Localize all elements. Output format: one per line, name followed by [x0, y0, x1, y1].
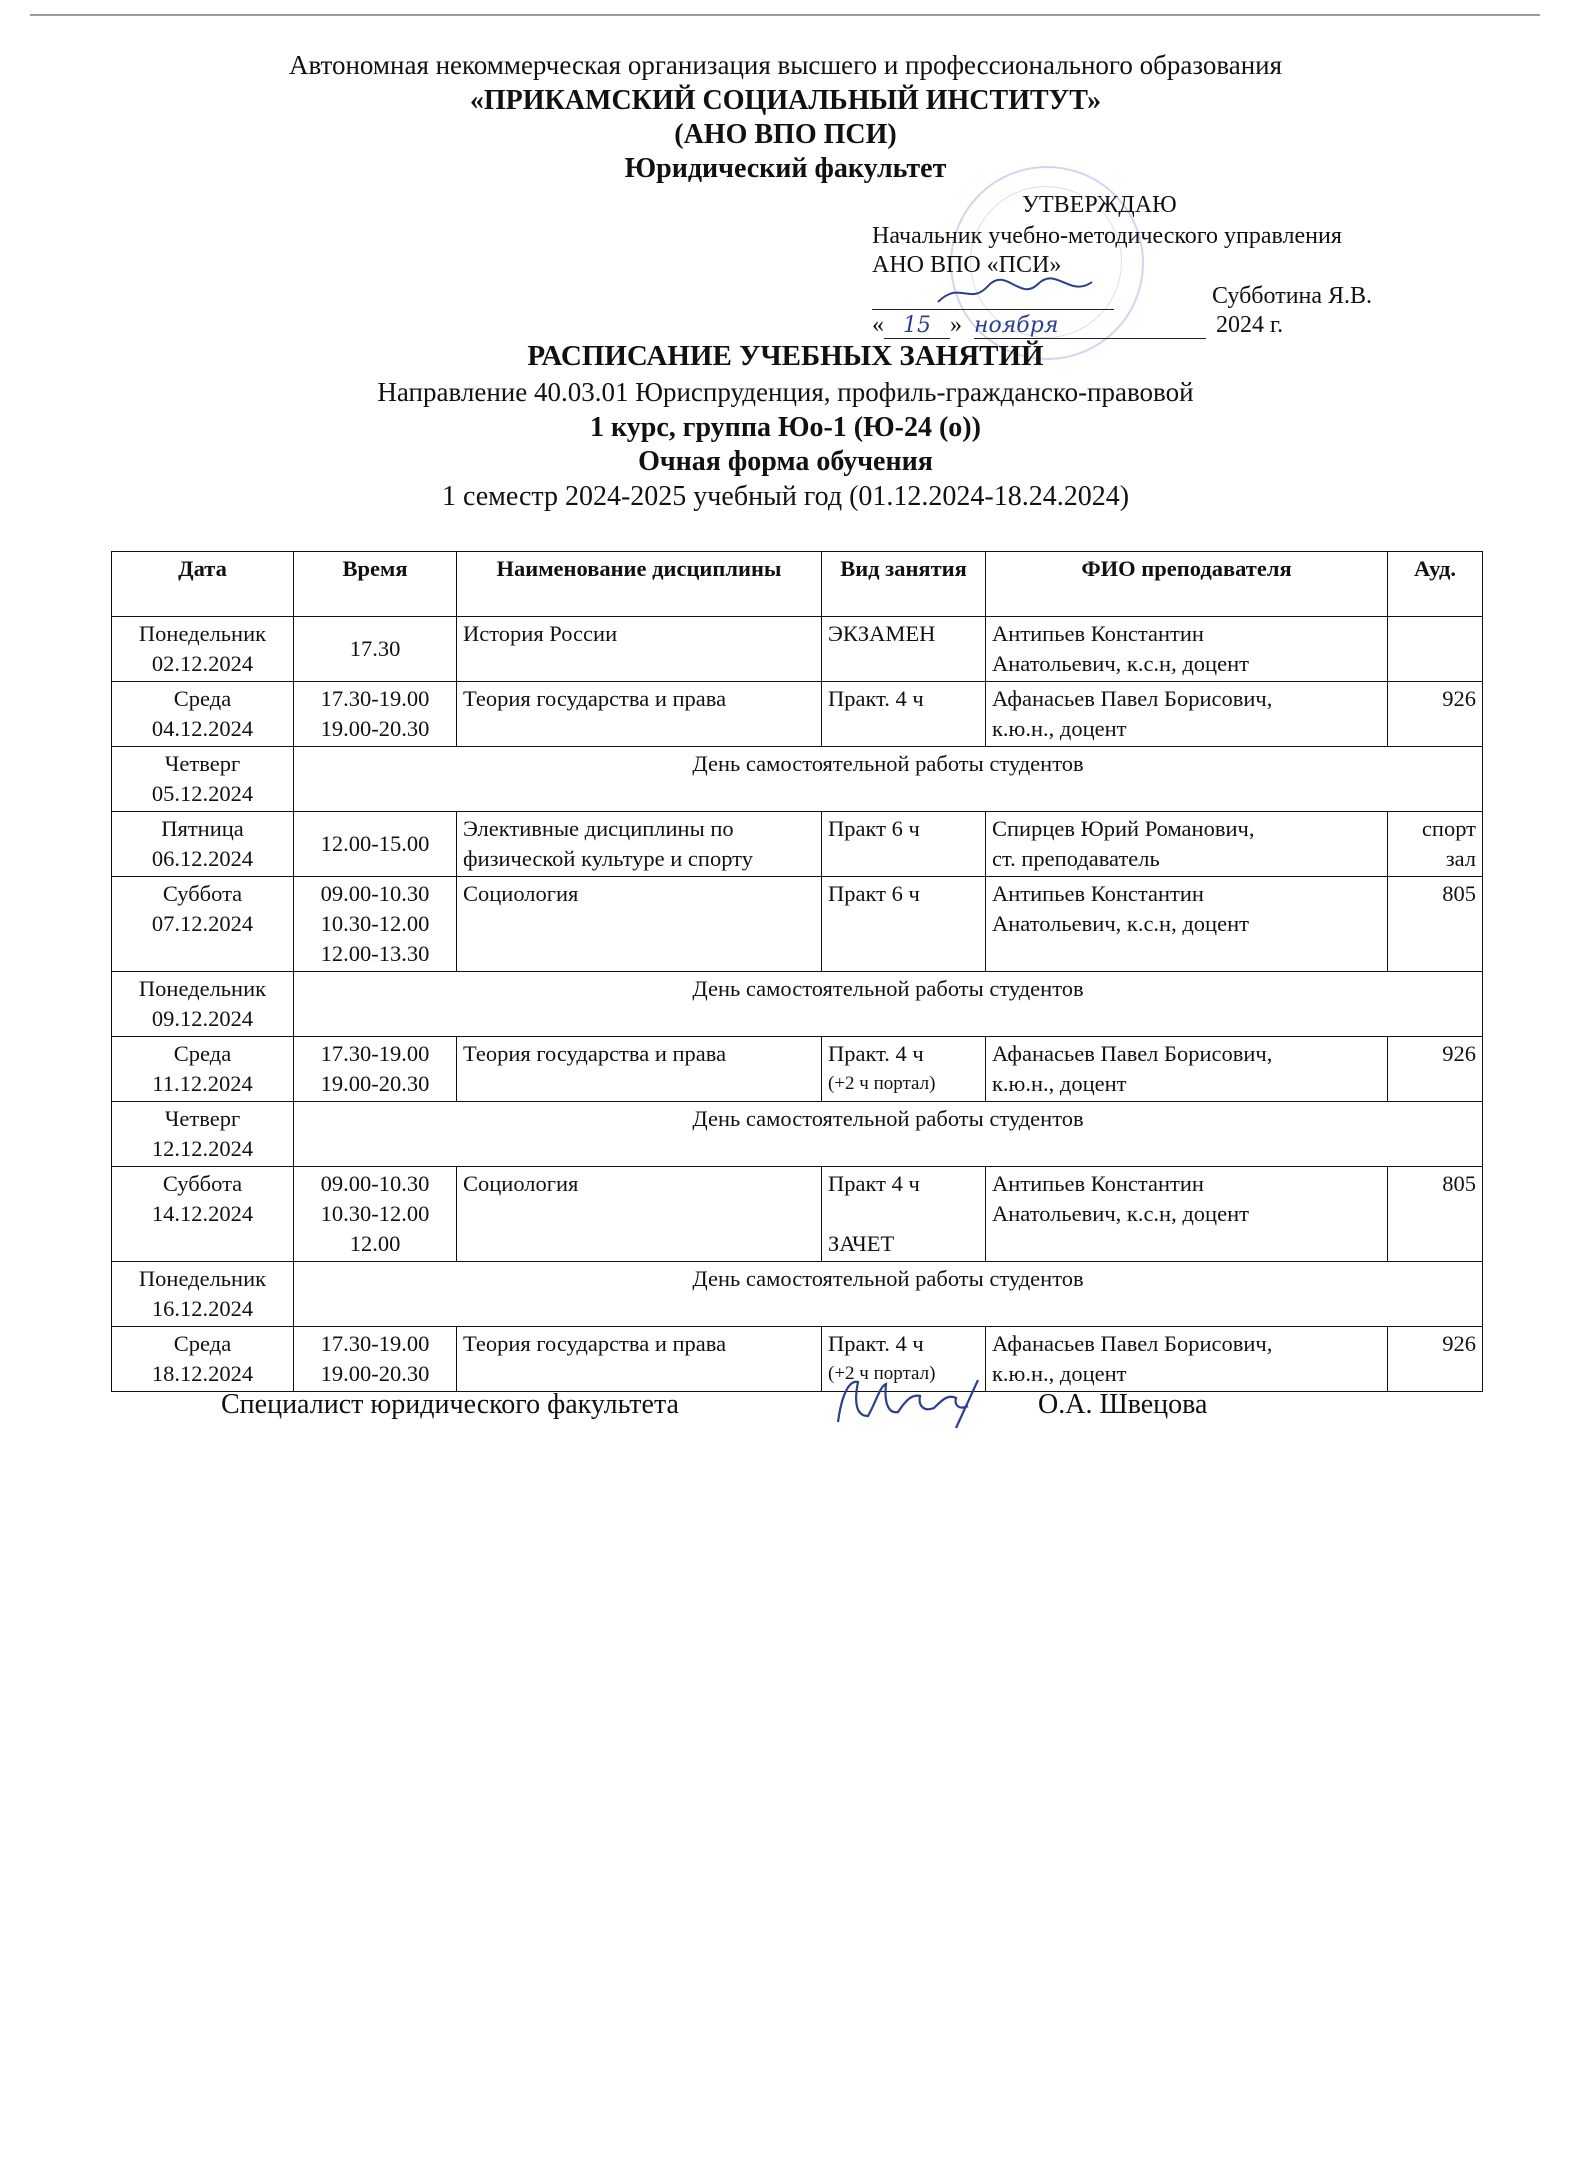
table-row: [112, 812, 1483, 877]
lesson-type: Практ 4 ч: [828, 1171, 920, 1196]
teacher-line: Афанасьев Павел Борисович,: [992, 1041, 1273, 1066]
quote-open: «: [872, 312, 884, 338]
cell-room: [1388, 1167, 1483, 1262]
row-date: 18.12.2024: [151, 1361, 254, 1386]
row-day: Среда: [173, 1331, 232, 1356]
table-row: [112, 877, 1483, 972]
table-row: [112, 617, 1483, 682]
cell-teacher: [986, 877, 1388, 972]
time-slot: 09.00-10.30: [320, 881, 430, 906]
cell-room: [1388, 812, 1483, 877]
cell-time: [294, 877, 457, 972]
teacher-line: к.ю.н., доцент: [992, 1071, 1127, 1096]
cell-subject: Социология: [457, 877, 822, 972]
time-slot: 17.30-19.00: [320, 686, 430, 711]
scan-edge-line: [30, 14, 1540, 16]
approval-day: 15: [884, 313, 950, 339]
cell-date: [112, 1037, 294, 1102]
time-slot: 12.00-15.00: [320, 831, 430, 856]
row-day: Пятница: [161, 816, 244, 841]
lesson-type: Практ. 4 ч: [828, 686, 924, 711]
row-date: 02.12.2024: [151, 651, 254, 676]
self-study-note: День самостоятельной работы студентов: [294, 972, 1483, 1037]
col-header-type: Вид занятия: [822, 552, 986, 617]
quote-close: »: [950, 312, 962, 338]
cell-room: [1388, 877, 1483, 972]
teacher-line: Антипьев Константин: [992, 1171, 1204, 1196]
footer-signature: [828, 1372, 998, 1432]
cell-date: [112, 812, 294, 877]
cell-teacher: [986, 1037, 1388, 1102]
faculty-name: Юридический факультет: [624, 153, 947, 184]
institute-name: «ПРИКАМСКИЙ СОЦИАЛЬНЫЙ ИНСТИТУТ»: [469, 85, 1102, 116]
row-date: 07.12.2024: [151, 911, 254, 936]
col-header-teacher: ФИО преподавателя: [986, 552, 1388, 617]
row-day: Суббота: [162, 1171, 243, 1196]
approval-position-line1: Начальник учебно-методического управления: [872, 223, 1342, 249]
table-row: [112, 1167, 1483, 1262]
room-value: 926: [1442, 686, 1476, 711]
teacher-line: Спирцев Юрий Романович,: [992, 816, 1255, 841]
time-slot: 10.30-12.00: [320, 1201, 430, 1226]
lesson-type: Практ. 4 ч: [828, 1331, 924, 1356]
approval-date: [872, 312, 1283, 339]
footer-name: О.А. Швецова: [1038, 1389, 1208, 1420]
approval-signature: [930, 272, 1100, 312]
lesson-type: Практ. 4 ч: [828, 1041, 924, 1066]
teacher-line: Афанасьев Павел Борисович,: [992, 686, 1273, 711]
cell-time: [294, 1327, 457, 1392]
cell-date: [112, 972, 294, 1037]
row-date: 05.12.2024: [151, 781, 254, 806]
self-study-note: День самостоятельной работы студентов: [294, 747, 1483, 812]
schedule-direction: Направление 40.03.01 Юриспруденция, профиль-гражданско-правовой: [377, 377, 1194, 407]
cell-teacher: [986, 682, 1388, 747]
table-row: [112, 1327, 1483, 1392]
cell-room: [1388, 1327, 1483, 1392]
lesson-type-note: (+2 ч портал): [828, 1363, 936, 1384]
cell-teacher: [986, 1327, 1388, 1392]
teacher-line: Антипьев Константин: [992, 881, 1204, 906]
cell-room: [1388, 617, 1483, 682]
row-day: Понедельник: [138, 1266, 267, 1291]
schedule-group: 1 курс, группа Юо-1 (Ю-24 (о)): [590, 412, 981, 443]
cell-time: [294, 1167, 457, 1262]
row-date: 12.12.2024: [151, 1136, 254, 1161]
room-value: 805: [1442, 1171, 1476, 1196]
teacher-line: к.ю.н., доцент: [992, 1361, 1127, 1386]
row-day: Суббота: [162, 881, 243, 906]
cell-subject: Социология: [457, 1167, 822, 1262]
cell-type: [822, 1167, 986, 1262]
schedule-title: РАСПИСАНИЕ УЧЕБНЫХ ЗАНЯТИЙ: [527, 340, 1044, 372]
subject-line: физической культуре и спорту: [463, 846, 753, 871]
cell-date: [112, 1167, 294, 1262]
teacher-line: Антипьев Константин: [992, 621, 1204, 646]
cell-type: [822, 812, 986, 877]
room-value: 926: [1442, 1041, 1476, 1066]
cell-date: [112, 1327, 294, 1392]
room-value: спорт: [1421, 816, 1476, 841]
cell-room: [1388, 1037, 1483, 1102]
col-header-room: Ауд.: [1388, 552, 1483, 617]
cell-time: [294, 812, 457, 877]
cell-date: [112, 1262, 294, 1327]
row-day: Среда: [173, 686, 232, 711]
time-slot: 12.00-13.30: [320, 941, 430, 966]
teacher-line: к.ю.н., доцент: [992, 716, 1127, 741]
cell-date: [112, 877, 294, 972]
teacher-line: Анатольевич, к.с.н, доцент: [992, 1201, 1249, 1226]
cell-time: [294, 682, 457, 747]
self-study-note: День самостоятельной работы студентов: [294, 1102, 1483, 1167]
row-date: 06.12.2024: [151, 846, 254, 871]
cell-subject: История России: [457, 617, 822, 682]
approval-title: УТВЕРЖДАЮ: [1022, 192, 1177, 218]
col-header-time: Время: [294, 552, 457, 617]
cell-subject: Теория государства и права: [457, 682, 822, 747]
approval-month: ноября: [974, 313, 1206, 339]
schedule-table: [111, 551, 1483, 1392]
cell-date: [112, 747, 294, 812]
row-day: Среда: [173, 1041, 232, 1066]
cell-subject: Теория государства и права: [457, 1037, 822, 1102]
footer-role: Специалист юридического факультета: [221, 1389, 679, 1420]
row-date: 16.12.2024: [151, 1296, 254, 1321]
schedule-form: Очная форма обучения: [638, 446, 933, 477]
approval-signature-line: [872, 309, 1114, 310]
time-slot: 17.30: [349, 636, 401, 661]
time-slot: 10.30-12.00: [320, 911, 430, 936]
teacher-line: Анатольевич, к.с.н, доцент: [992, 911, 1249, 936]
cell-subject: [457, 812, 822, 877]
lesson-type: Практ 6 ч: [828, 881, 920, 906]
cell-time: [294, 1037, 457, 1102]
institute-abbr: (АНО ВПО ПСИ): [674, 119, 897, 150]
cell-type: [822, 1037, 986, 1102]
cell-type: [822, 617, 986, 682]
col-header-subject: Наименование дисциплины: [457, 552, 822, 617]
time-slot: 17.30-19.00: [320, 1041, 430, 1066]
table-row-self-study: [112, 972, 1483, 1037]
self-study-note: День самостоятельной работы студентов: [294, 1262, 1483, 1327]
table-row-self-study: [112, 1102, 1483, 1167]
room-value: 805: [1442, 881, 1476, 906]
approval-name: Субботина Я.В.: [1212, 283, 1373, 309]
cell-type: [822, 877, 986, 972]
row-day: Четверг: [164, 751, 241, 776]
col-header-date: Дата: [112, 552, 294, 617]
cell-room: [1388, 682, 1483, 747]
lesson-type: ЗАЧЕТ: [828, 1231, 895, 1256]
approval-position-line2: АНО ВПО «ПСИ»: [872, 252, 1062, 278]
room-value: 926: [1442, 1331, 1476, 1356]
row-day: Четверг: [164, 1106, 241, 1131]
row-date: 04.12.2024: [151, 716, 254, 741]
table-row: [112, 682, 1483, 747]
time-slot: 19.00-20.30: [320, 1071, 430, 1096]
time-slot: 19.00-20.30: [320, 716, 430, 741]
room-value: зал: [1445, 846, 1476, 871]
teacher-line: ст. преподаватель: [992, 846, 1160, 871]
lesson-type-note: (+2 ч портал): [828, 1073, 936, 1094]
time-slot: 09.00-10.30: [320, 1171, 430, 1196]
table-header-row: [112, 552, 1483, 617]
cell-teacher: [986, 1167, 1388, 1262]
cell-teacher: [986, 812, 1388, 877]
schedule-semester: 1 семестр 2024-2025 учебный год (01.12.2024-18.24.2024): [441, 481, 1130, 512]
row-day: Понедельник: [138, 621, 267, 646]
subject-line: Элективные дисциплины по: [463, 816, 734, 841]
cell-date: [112, 617, 294, 682]
table-row-self-study: [112, 1262, 1483, 1327]
table-row-self-study: [112, 747, 1483, 812]
row-date: 09.12.2024: [151, 1006, 254, 1031]
lesson-type-spacer: [828, 1199, 979, 1229]
time-slot: 17.30-19.00: [320, 1331, 430, 1356]
lesson-type: ЭКЗАМЕН: [828, 621, 936, 646]
row-date: 11.12.2024: [152, 1071, 253, 1096]
teacher-line: Афанасьев Павел Борисович,: [992, 1331, 1273, 1356]
cell-time: [294, 617, 457, 682]
row-day: Понедельник: [138, 976, 267, 1001]
time-slot: 19.00-20.30: [320, 1361, 430, 1386]
cell-date: [112, 682, 294, 747]
cell-date: [112, 1102, 294, 1167]
org-line: Автономная некоммерческая организация высшего и профессионального образования: [288, 50, 1283, 80]
row-date: 14.12.2024: [151, 1201, 254, 1226]
approval-year: 2024 г.: [1216, 312, 1284, 338]
table-row: [112, 1037, 1483, 1102]
lesson-type: Практ 6 ч: [828, 816, 920, 841]
time-slot: 12.00: [349, 1231, 401, 1256]
cell-teacher: [986, 617, 1388, 682]
cell-subject: Теория государства и права: [457, 1327, 822, 1392]
cell-type: [822, 682, 986, 747]
teacher-line: Анатольевич, к.с.н, доцент: [992, 651, 1249, 676]
